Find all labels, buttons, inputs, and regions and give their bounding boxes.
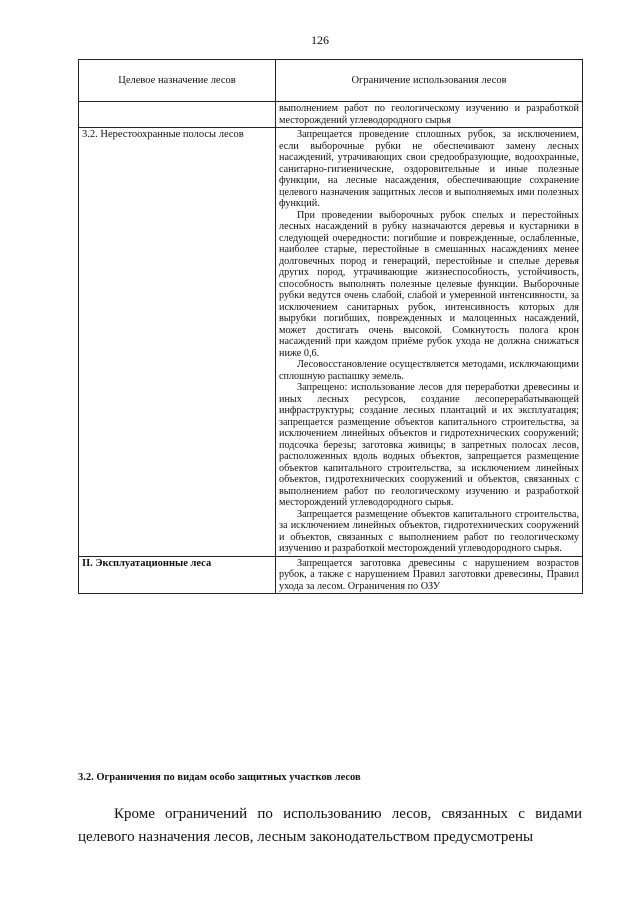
column-header-purpose: Целевое назначение лесов	[79, 60, 276, 102]
restriction-paragraph: При проведении выборочных рубок спелых и перестойных лесных насаждений в рубку назначаются деревья и кустарники в следующей очередности: погибшие и поврежденные, ослабленные, наиболее старые, перестойные в смешанных насаждениях менее долговечных пород и генераций, перестойные и спелые деревья других пород, утрачивающие жизнеспособность, устойчивость, способность выполнять полезные целевые функции. Выборочные рубки ведутся очень слабой, слабой и умеренной интенсивности, за исключением санитарных рубок, интенсивность которых для вырубки погибших, поврежденных и малоценных насаждений, может достигать очень высокой. Сомкнутость полога крон насаждений при каждом приёме рубок ухода не должна снижаться ниже 0,6.	[279, 209, 579, 359]
restriction-paragraph: выполнением работ по геологическому изучению и разработкой месторождений углеводородного сырья	[279, 103, 579, 126]
restriction-paragraph: Запрещается размещение объектов капитального строительства, за исключением линейных объектов, гидротехнических сооружений и объектов, связанных с выполнением работ по геологическому изучению и разработкой месторождений углеводородного сырья.	[279, 508, 579, 554]
row-restrictions	[276, 556, 583, 594]
page-number: 126	[311, 33, 329, 47]
restrictions-table	[78, 59, 583, 594]
restriction-paragraph: Запрещено: использование лесов для переработки древесины и иных лесных ресурсов, создание лесоперерабатывающей инфраструктуры; создание лесных плантаций и их эксплуатация; запрещается размещение объектов капитального строительства, за исключением линейных объектов и гидротехнических сооружений; подсочка березы; заготовка живицы; в запретных полосах лесов, расположенных вдоль водных объектов, запрещается размещение объектов капитального строительства, за исключением линейных объектов, гидротехнических сооружений и объектов, связанных с выполнением работ по геологическому изучению и разработкой месторождений углеводородного сырья.	[279, 382, 579, 508]
restriction-paragraph: Запрещается заготовка древесины с нарушением возрастов рубок, а также с нарушением Правил заготовки древесины, Правил ухода за лесом. Ограничения по ОЗУ	[279, 557, 579, 592]
restriction-paragraph: Запрещается проведение сплошных рубок, за исключением, если выборочные рубки не обеспечивают замену лесных насаждений, утрачивающих свои средообразующие, водоохранные, санитарно-гигиенические, оздоровительные и иные полезные функции, на лесные насаждения, обеспечивающие сохранение целевого назначения защитных лесов и выполняемых ими полезных функций.	[279, 129, 579, 209]
row-label: II. Эксплуатационные леса	[79, 556, 276, 594]
table-row	[79, 128, 583, 557]
table-header-row	[79, 60, 583, 102]
row-label	[79, 102, 276, 128]
table-row	[79, 556, 583, 594]
row-restrictions	[276, 128, 583, 557]
table-row	[79, 102, 583, 128]
body-paragraph: Кроме ограничений по использованию лесов, связанных с видами целевого назначения лесов, лесным законодательством предусмотрены	[78, 806, 582, 845]
restriction-paragraph: Лесовосстановление осуществляется методами, исключающими сплошную распашку земель.	[279, 359, 579, 382]
row-restrictions	[276, 102, 583, 128]
row-label: 3.2. Нерестоохранные полосы лесов	[79, 128, 276, 557]
column-header-restrictions: Ограничение использования лесов	[276, 60, 583, 102]
section-heading: 3.2. Ограничения по видам особо защитных участков лесов	[78, 772, 361, 783]
